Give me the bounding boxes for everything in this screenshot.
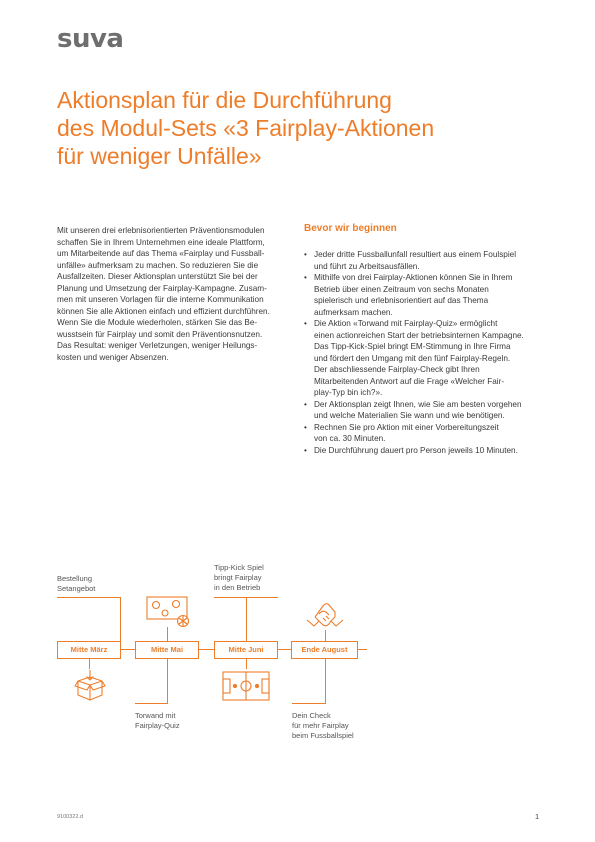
- milestone-connector: [120, 597, 121, 641]
- list-item: [304, 249, 549, 272]
- list-item-line: • Der Aktionsplan zeigt Ihnen, wie Sie am besten vorgehen: [314, 399, 522, 409]
- list-item-line: und führt zu Arbeitsausfällen.: [314, 261, 420, 271]
- box-icon: [74, 669, 106, 703]
- list-item: [304, 445, 549, 457]
- caption-line: Setangebot: [57, 584, 96, 593]
- list-item: [304, 272, 549, 318]
- document-code: 9100322.d: [57, 814, 83, 820]
- section-heading: Bevor wir beginnen: [304, 223, 397, 234]
- milestone-caption: [135, 711, 180, 731]
- handshake-icon: [305, 596, 345, 630]
- list-item-line: Betrieb über einen Zeitraum von sechs Monaten: [314, 284, 489, 294]
- milestone-connector: [325, 630, 326, 641]
- milestone-caption: [292, 711, 354, 741]
- football-pitch-icon: [221, 669, 271, 703]
- list-item: [304, 422, 549, 445]
- intro-line: Ausfallzeiten. Dieser Aktionsplan unterstützt Sie bei der: [57, 272, 258, 281]
- milestone-connector: [135, 703, 168, 704]
- milestone-caption: [57, 574, 95, 594]
- intro-line: Wenn Sie die Module wiederholen, stärken Sie das Be-: [57, 318, 258, 327]
- list-item-line: Das Tipp-Kick-Spiel bringt EM-Stimmung in Ihre Firma: [314, 342, 511, 351]
- before-list: [304, 249, 549, 456]
- title-line: für weniger Unfälle»: [57, 143, 262, 169]
- caption-line: bringt Fairplay: [214, 573, 262, 582]
- list-item-line: aufmerksam machen.: [314, 307, 393, 317]
- list-item: [304, 399, 549, 422]
- list-item-line: und fördert den Umgang mit den fünf Fairplay-Regeln.: [314, 353, 511, 363]
- list-item: [304, 318, 549, 399]
- list-item-line: • Rechnen Sie pro Aktion mit einer Vorbereitungszeit: [314, 422, 499, 432]
- page-number: 1: [535, 812, 540, 821]
- list-item-line: • Mithilfe von drei Fairplay-Aktionen können Sie in Ihrem: [314, 273, 513, 282]
- intro-line: wusstsein für Fairplay und somit den Präventionsnutzen.: [57, 329, 263, 339]
- milestone-connector: [167, 627, 168, 641]
- caption-line: Dein Check: [292, 711, 331, 720]
- list-item-line: spielerisch und erlebnisorientiert auf das Thema: [314, 296, 489, 305]
- caption-line: in den Betrieb: [214, 583, 261, 592]
- list-item-line: von ca. 30 Minuten.: [314, 434, 386, 443]
- page-title: [57, 86, 547, 170]
- list-item-line: Mitarbeitenden Antwort auf die Frage «Welcher Fair-: [314, 376, 505, 386]
- milestone-caption: [214, 563, 264, 593]
- goal-wall-icon: [143, 594, 193, 628]
- milestone-ende-august: Ende August: [291, 641, 358, 659]
- milestone-connector: [246, 659, 247, 669]
- milestone-connector: [57, 597, 121, 598]
- intro-line: men mit unseren Vorlagen für die interne Kommunikation: [57, 295, 264, 304]
- before-we-begin-section: [304, 223, 549, 456]
- title-line: Aktionsplan für die Durchführung: [57, 87, 392, 113]
- caption-line: Torwand mit: [135, 711, 176, 720]
- list-item-line: einen actionreichen Start der betriebsinternen Kampagne.: [314, 330, 524, 340]
- milestone-mitte-mai: Mitte Mai: [135, 641, 199, 659]
- intro-line: Planung und Umsetzung der Fairplay-Kampagne. Zusam-: [57, 283, 267, 293]
- list-item-line: und welche Materialien Sie wann und wie benötigen.: [314, 411, 505, 420]
- milestone-connector: [292, 703, 326, 704]
- intro-line: um Mitarbeitende auf das Thema «Fairplay und Fussball-: [57, 249, 265, 258]
- intro-line: können Sie alle Aktionen einfach und effizient durchführen.: [57, 306, 270, 316]
- milestone-mitte-juni: Mitte Juni: [214, 641, 278, 659]
- caption-line: beim Fussballspiel: [292, 731, 354, 740]
- caption-line: Fairplay-Quiz: [135, 721, 180, 730]
- milestone-connector: [167, 659, 168, 703]
- intro-line: kosten und weniger Absenzen.: [57, 352, 169, 362]
- list-item-line: • Jeder dritte Fussballunfall resultiert aus einem Foulspiel: [314, 250, 517, 259]
- milestone-connector: [246, 597, 247, 641]
- caption-line: für mehr Fairplay: [292, 721, 349, 730]
- suva-logo: suva: [57, 24, 124, 54]
- intro-line: Das Resultat: weniger Verletzungen, weniger Heilungs-: [57, 341, 258, 350]
- list-item-line: play-Typ bin ich?».: [314, 388, 383, 397]
- caption-line: Bestellung: [57, 574, 93, 583]
- milestone-connector: [89, 659, 90, 669]
- intro-line: Mit unseren drei erlebnisorientierten Präventionsmodulen: [57, 226, 265, 235]
- list-item-line: • Die Aktion «Torwand mit Fairplay-Quiz» ermöglicht: [314, 319, 498, 328]
- intro-line: schaffen Sie in Ihrem Unternehmen eine ideale Plattform,: [57, 237, 265, 247]
- list-item-line: Der abschliessende Fairplay-Check gibt Ihren: [314, 365, 480, 374]
- title-line: des Modul-Sets «3 Fairplay-Aktionen: [57, 115, 435, 141]
- intro-line: unfälle» aufmerksam zu machen. So reduzieren Sie die: [57, 260, 259, 270]
- list-item-line: • Die Durchführung dauert pro Person jeweils 10 Minuten.: [314, 445, 518, 455]
- milestone-mitte-maerz: Mitte März: [57, 641, 121, 659]
- intro-paragraph: [57, 225, 285, 363]
- milestone-connector: [325, 659, 326, 703]
- caption-line: Tipp-Kick Spiel: [214, 563, 264, 572]
